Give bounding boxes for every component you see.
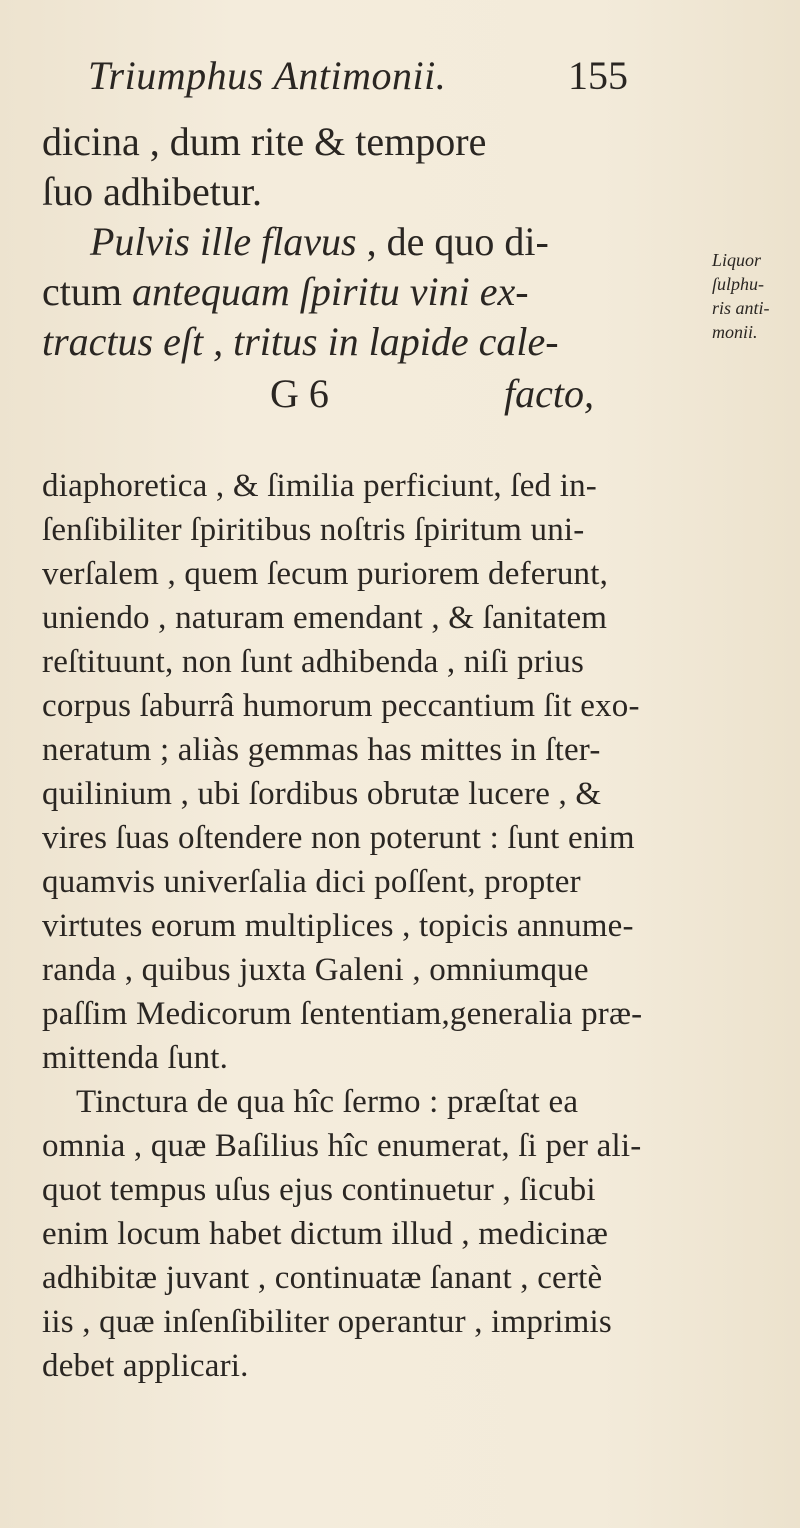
text-line: randa , quibus juxta Galeni , omniumque xyxy=(42,952,589,988)
text-line: paſſim Medicorum ſententiam,generalia præ- xyxy=(42,996,643,1032)
italic-phrase: Pulvis ille flavus xyxy=(90,219,357,264)
lower-paragraphs xyxy=(42,468,702,1408)
text-line: corpus ſaburrâ humorum peccantium ſit exo- xyxy=(42,688,640,724)
text-line: omnia , quæ Baſilius hîc enumerat, ſi per ali- xyxy=(42,1128,642,1164)
text-line xyxy=(42,268,529,315)
text-line: virtutes eorum multiplices , topicis annume- xyxy=(42,908,634,944)
text-line: enim locum habet dictum illud , medicinæ xyxy=(42,1216,609,1252)
page-number: 155 xyxy=(568,53,628,98)
text-line: ſenſibiliter ſpiritibus noſtris ſpiritum uni- xyxy=(42,512,585,548)
text-line: adhibitæ juvant , continuatæ ſanant , certè xyxy=(42,1260,603,1296)
italic-phrase: antequam ſpiritu vini ex- xyxy=(121,269,529,314)
text-line: ſuo adhibetur. xyxy=(42,169,262,214)
catchword: facto, xyxy=(504,371,594,416)
page-header xyxy=(88,52,628,108)
text-line: uniendo , naturam emendant , & ſanitatem xyxy=(42,600,608,636)
text-line: Tinctura de qua hîc ſermo : præſtat ea xyxy=(76,1084,579,1120)
text-line: dicina , dum rite & tempore xyxy=(42,119,487,164)
margin-note xyxy=(712,248,792,344)
margin-note-line: ſulphu- xyxy=(712,274,764,294)
text-line: tractus eſt , tritus in lapide cale- xyxy=(42,319,559,364)
text-line: vires ſuas oſtendere non poterunt : ſunt enim xyxy=(42,820,635,856)
text-line xyxy=(90,218,549,265)
text-line: diaphoretica , & ſimilia perficiunt, ſed in- xyxy=(42,468,597,504)
text-line: quot tempus uſus ejus continuetur , ſicubi xyxy=(42,1172,596,1208)
text-line: mittenda ſunt. xyxy=(42,1040,229,1076)
text-line: neratum ; aliàs gemmas has mittes in ſter- xyxy=(42,732,601,768)
margin-note-line: ris anti- xyxy=(712,298,770,318)
margin-note-line: monii. xyxy=(712,322,758,342)
margin-note-line: Liquor xyxy=(712,250,762,270)
text-run: , de quo di- xyxy=(356,219,549,264)
text-run: ctum xyxy=(42,269,122,314)
signature-mark: G 6 xyxy=(270,371,329,416)
text-line: debet applicari. xyxy=(42,1348,249,1384)
text-line: quilinium , ubi ſordibus obrutæ lucere , & xyxy=(42,776,602,812)
text-line: verſalem , quem ſecum puriorem deferunt, xyxy=(42,556,609,592)
running-title: Triumphus Antimonii. xyxy=(88,53,447,98)
text-line: iis , quæ inſenſibiliter operantur , imprimis xyxy=(42,1304,612,1340)
text-line: quamvis univerſalia dici poſſent, propter xyxy=(42,864,581,900)
text-line: reſtituunt, non ſunt adhibenda , niſi prius xyxy=(42,644,585,680)
